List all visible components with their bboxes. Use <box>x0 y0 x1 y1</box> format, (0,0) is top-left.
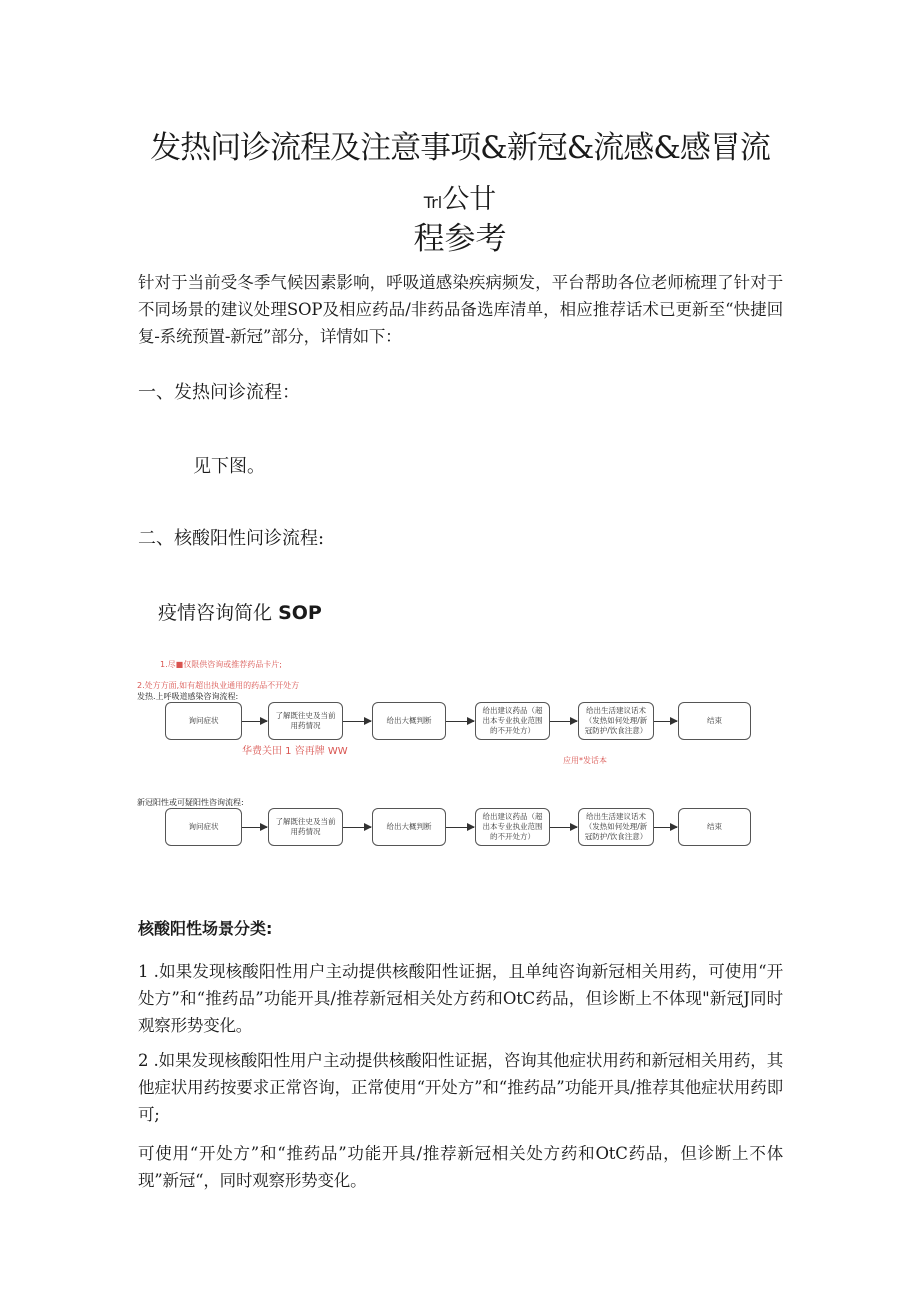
flow1-note-a: 华费关田 1 咨再牌 WW <box>242 746 348 757</box>
flow1-step-5: 给出生活建议话术（发热如何处理/新冠防护/饮食注意） <box>578 702 654 740</box>
flow1-step-2: 了解既往史及当前用药情况 <box>268 702 343 740</box>
page-title-line3: 程参考 <box>413 221 507 257</box>
sop-note-1: 1.尽■仅限供咨询或推荐药品卡片; <box>160 660 282 669</box>
flow2-arrow-5 <box>654 827 677 828</box>
scenario-item-2: 2 .如果发现核酸阳性用户主动提供核酸阳性证据，咨询其他症状用药和新冠相关用药，其他症状用药按要求正常咨询，正常使用“开处方”和“推药品”功能开具/推荐其他症状用药即可; <box>138 1051 783 1124</box>
flow1-note-b: 应用*发话本 <box>563 756 607 765</box>
flow1-arrow-2 <box>343 721 371 722</box>
flow2-arrow-1 <box>242 827 267 828</box>
page-title: 发热问诊流程及注意事项&新冠&流感&感冒流 <box>150 130 770 166</box>
sop-title-bold: SOP <box>278 602 322 624</box>
flow2-step-6: 结束 <box>678 808 751 846</box>
flow1-step-1: 询问症状 <box>165 702 242 740</box>
title-garbled-prefix: Trl <box>423 193 443 212</box>
flow2-step-5: 给出生活建议话术（发热如何处理/新冠防护/饮食注意） <box>578 808 654 846</box>
sop-note-2: 2.处方方面,如有超出执业通用的药品不开处方 <box>137 681 300 690</box>
flow1-arrow-3 <box>446 721 474 722</box>
sop-title <box>158 598 322 625</box>
sop-title-text: 疫情咨询简化 <box>158 602 273 624</box>
scenario-item-3: 可使用“开处方”和“推药品”功能开具/推荐新冠相关处方药和OtC药品，但诊断上不体现”新冠“，同时观察形势变化。 <box>138 1144 783 1190</box>
flow1-arrow-5 <box>654 721 677 722</box>
flow1-arrow-1 <box>242 721 267 722</box>
scenarios-heading: 核酸阳性场景分类: <box>138 919 273 938</box>
flow1-label: 发热.上呼吸道感染咨询流程: <box>137 692 239 701</box>
flow2-arrow-4 <box>550 827 577 828</box>
flow1-step-4: 给出建议药品（超出本专业执业范围的不开处方） <box>475 702 550 740</box>
flow2-step-4: 给出建议药品（超出本专业执业范围的不开处方） <box>475 808 550 846</box>
page-title-line2 <box>0 177 920 216</box>
flow2-arrow-3 <box>446 827 474 828</box>
intro-paragraph: 针对于当前受冬季气候因素影响，呼吸道感染疾病频发，平台帮助各位老师梳理了针对于不同场景的建议处理SOP及相应药品/非药品备选库清单，相应推荐话术已更新至“快捷回复-系统预置-新冠”部分，详情如下： <box>138 273 783 346</box>
section1-heading: 一、发热问诊流程： <box>138 382 300 403</box>
flow2-step-1: 询问症状 <box>165 808 242 846</box>
section2-heading: 二、核酸阳性问诊流程: <box>138 528 325 549</box>
flow2-step-2: 了解既往史及当前用药情况 <box>268 808 343 846</box>
flow2-label: 新冠阳性或可疑阳性咨询流程: <box>137 798 244 807</box>
flow1-step-6: 结束 <box>678 702 751 740</box>
title-garbled-suffix: 公廿 <box>442 184 497 215</box>
flow1-arrow-4 <box>550 721 577 722</box>
section1-text: 见下图。 <box>193 456 265 477</box>
flow2-step-3: 给出大概判断 <box>372 808 446 846</box>
flow2-arrow-2 <box>343 827 371 828</box>
flow1-step-3: 给出大概判断 <box>372 702 446 740</box>
scenario-item-1: 1 .如果发现核酸阳性用户主动提供核酸阳性证据，且单纯咨询新冠相关用药，可使用“开处方”和“推药品”功能开具/推荐新冠相关处方药和OtC药品，但诊断上不体现"新冠J同时观察形势变化。 <box>138 962 783 1035</box>
